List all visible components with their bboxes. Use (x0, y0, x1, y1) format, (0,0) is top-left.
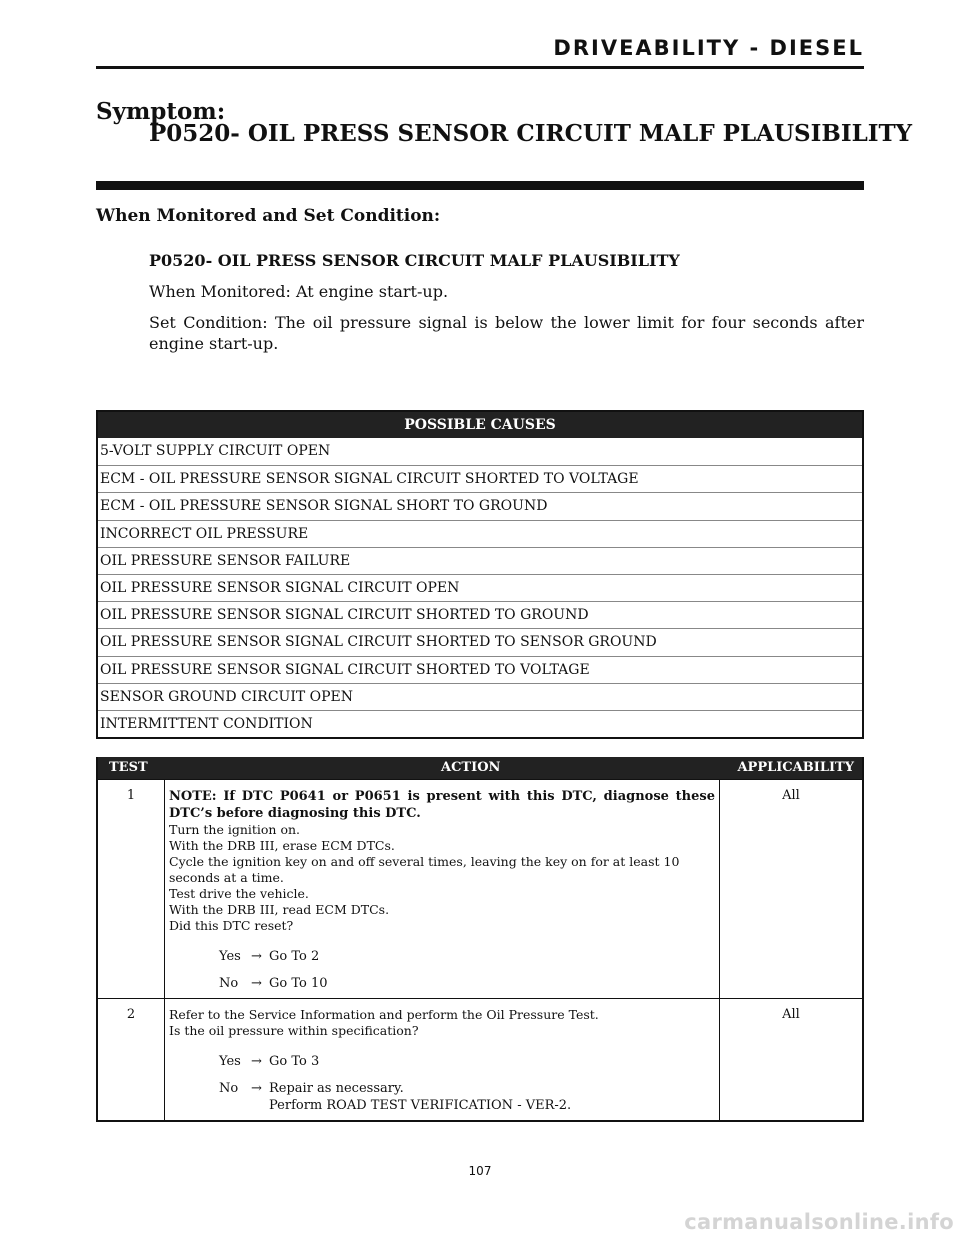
symptom-code-title: P0520- OIL PRESS SENSOR CIRCUIT MALF PLAUSIBILITY (149, 120, 913, 147)
cause-item: INTERMITTENT CONDITION (98, 710, 862, 737)
test-step: Cycle the ignition key on and off several times, leaving the key on for at least 10 seconds at a time. (169, 854, 680, 885)
no-action (269, 1080, 715, 1114)
test-applicability: All (782, 1007, 800, 1022)
arrow-icon: → (251, 976, 262, 991)
symptom-label: Symptom: (96, 98, 226, 125)
action-column-header: ACTION (441, 760, 501, 775)
arrow-icon: → (251, 1081, 262, 1096)
cause-item: ECM - OIL PRESSURE SENSOR SIGNAL CIRCUIT SHORTED TO VOLTAGE (98, 465, 862, 492)
yes-action: Go To 3 (269, 1054, 320, 1069)
possible-causes-table (96, 410, 864, 739)
test-step: Turn the ignition on. (169, 822, 300, 837)
arrow-icon: → (251, 949, 262, 964)
test-row (98, 779, 862, 998)
cause-item: OIL PRESSURE SENSOR SIGNAL CIRCUIT SHORTED TO VOLTAGE (98, 656, 862, 683)
no-branch (219, 1080, 715, 1114)
test-step: Refer to the Service Information and perform the Oil Pressure Test. (169, 1007, 599, 1022)
test-action (164, 999, 720, 1120)
yes-branch (219, 1053, 715, 1070)
monitored-code-title: P0520- OIL PRESS SENSOR CIRCUIT MALF PLAUSIBILITY (149, 251, 680, 270)
test-step: Is the oil pressure within specification? (169, 1023, 419, 1038)
test-number: 2 (126, 1007, 136, 1022)
section-title: DRIVEABILITY - DIESEL (553, 36, 864, 60)
test-row (98, 998, 862, 1120)
watermark: carmanualsonline.info (684, 1210, 954, 1234)
cause-item: OIL PRESSURE SENSOR FAILURE (98, 547, 862, 574)
cause-item: OIL PRESSURE SENSOR SIGNAL CIRCUIT OPEN (98, 574, 862, 601)
test-step: With the DRB III, erase ECM DTCs. (169, 838, 395, 853)
yes-label: Yes (219, 949, 241, 964)
no-branch (219, 975, 715, 992)
set-condition-text: Set Condition: The oil pressure signal is below the lower limit for four seconds after engine start-up. (149, 313, 864, 353)
test-table (96, 757, 864, 1122)
test-column-header: TEST (109, 760, 148, 775)
no-label: No (219, 1081, 239, 1096)
no-action-line: Repair as necessary. (269, 1081, 404, 1096)
cause-item: OIL PRESSURE SENSOR SIGNAL CIRCUIT SHORTED TO SENSOR GROUND (98, 628, 862, 655)
no-action-line: Perform ROAD TEST VERIFICATION - VER-2. (269, 1098, 572, 1113)
cause-item: ECM - OIL PRESSURE SENSOR SIGNAL SHORT TO GROUND (98, 492, 862, 519)
test-note: NOTE: If DTC P0641 or P0651 is present with this DTC, diagnose these DTC’s before diagnosing this DTC. (169, 789, 715, 821)
no-label: No (219, 976, 239, 991)
cause-item: SENSOR GROUND CIRCUIT OPEN (98, 683, 862, 710)
test-action (164, 780, 720, 998)
test-number: 1 (126, 788, 136, 803)
no-action: Go To 10 (269, 976, 328, 991)
yes-label: Yes (219, 1054, 241, 1069)
cause-item: 5-VOLT SUPPLY CIRCUIT OPEN (100, 443, 331, 459)
cause-item: OIL PRESSURE SENSOR SIGNAL CIRCUIT SHORTED TO GROUND (98, 601, 862, 628)
page-number: 107 (468, 1164, 492, 1178)
applicability-column-header: APPLICABILITY (737, 760, 854, 775)
monitored-heading: When Monitored and Set Condition: (96, 206, 441, 226)
yes-branch (219, 948, 715, 965)
test-step: With the DRB III, read ECM DTCs. (169, 902, 390, 917)
test-step: Did this DTC reset? (169, 918, 294, 933)
possible-causes-header: POSSIBLE CAUSES (98, 412, 862, 438)
yes-action: Go To 2 (269, 949, 320, 964)
arrow-icon: → (251, 1054, 262, 1069)
header-rule (96, 66, 864, 69)
test-table-header (98, 757, 862, 779)
test-step: Test drive the vehicle. (169, 886, 309, 901)
cause-item: INCORRECT OIL PRESSURE (98, 520, 862, 547)
test-applicability: All (782, 788, 800, 803)
symptom-divider (96, 181, 864, 190)
when-monitored-text: When Monitored: At engine start-up. (149, 282, 449, 301)
